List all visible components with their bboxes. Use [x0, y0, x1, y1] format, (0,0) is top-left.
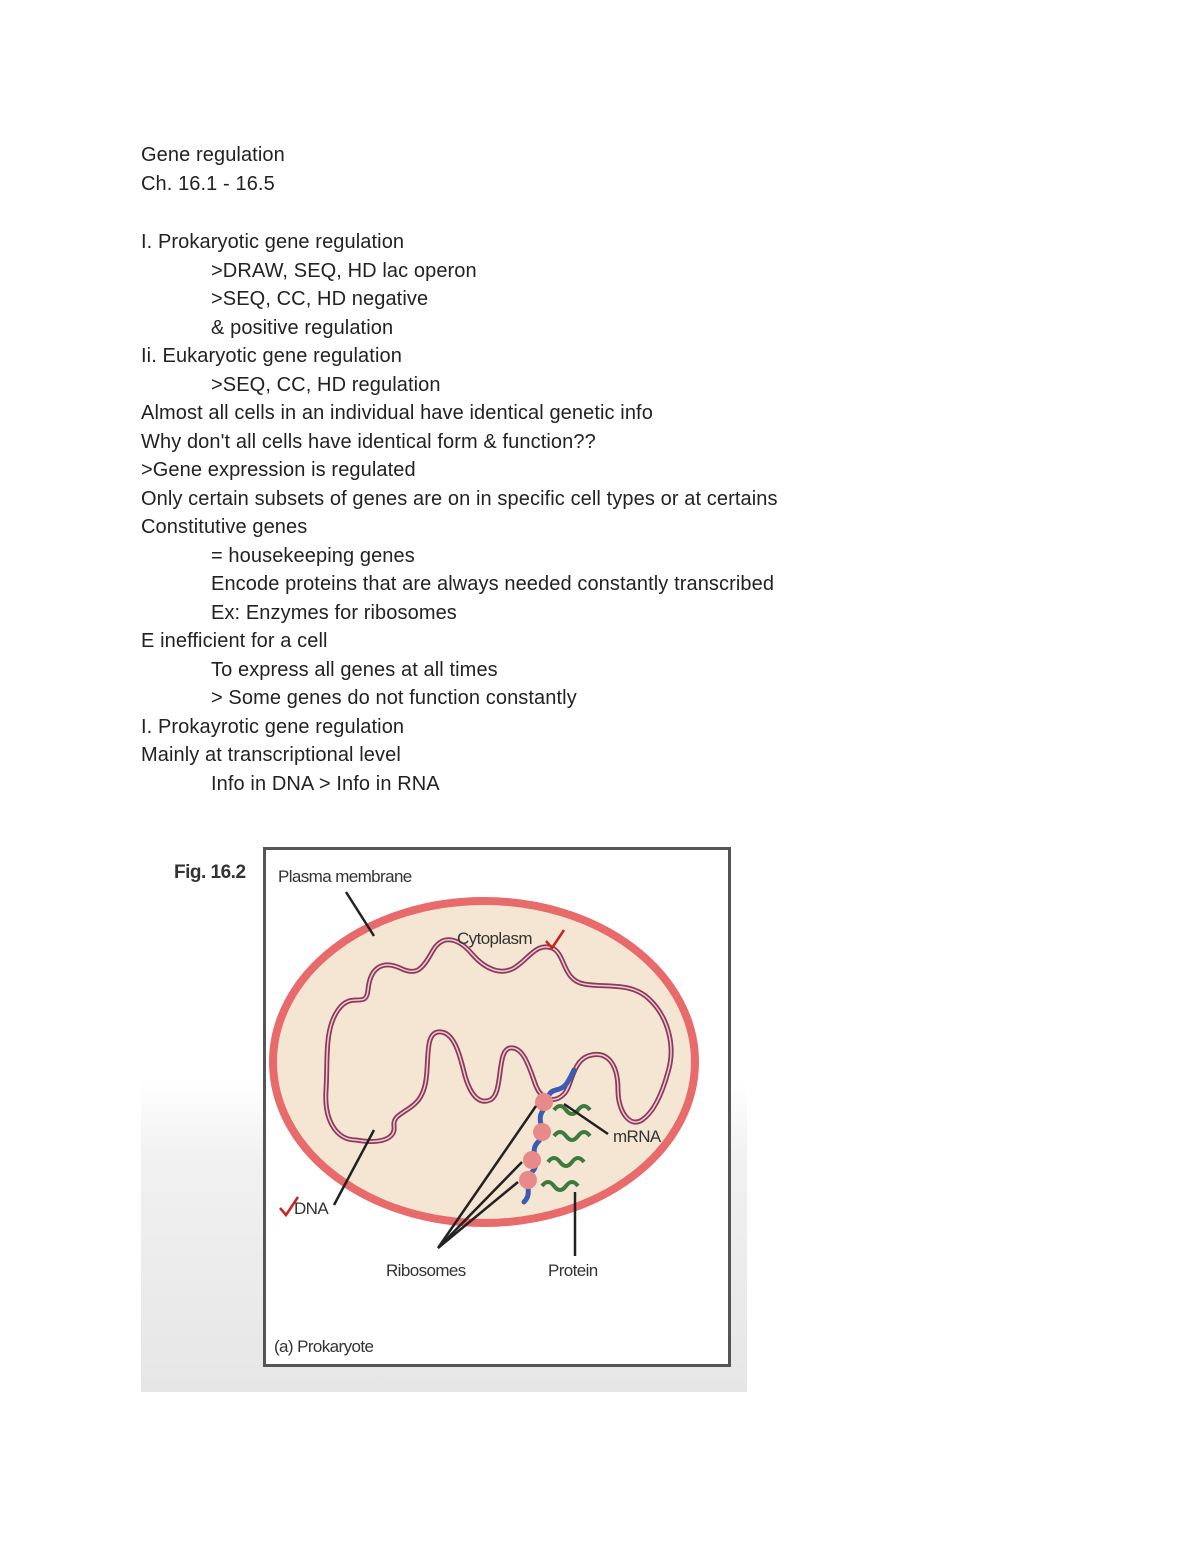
note-line: Info in DNA > Info in RNA — [211, 772, 440, 795]
note-line: Why don't all cells have identical form & function?? — [141, 430, 596, 453]
ribosome — [519, 1171, 537, 1189]
plasma-membrane-label: Plasma membrane — [278, 867, 412, 886]
cytoplasm-area — [273, 901, 695, 1223]
note-line: >Gene expression is regulated — [141, 459, 416, 481]
figure-frame — [263, 847, 731, 1367]
ribosomes-label: Ribosomes — [386, 1261, 466, 1280]
note-line: Only certain subsets of genes are on in specific cell types or at certains — [141, 487, 778, 510]
note-line: Mainly at transcriptional level — [141, 744, 401, 766]
note-line: >SEQ, CC, HD regulation — [211, 373, 441, 396]
ribosome — [535, 1093, 553, 1111]
note-line: I. Prokaryotic gene regulation — [141, 231, 405, 253]
note-line: Ii. Eukaryotic gene regulation — [141, 345, 402, 367]
note-line: I. Prokayrotic gene regulation — [141, 715, 405, 738]
note-line: >SEQ, CC, HD negative — [211, 288, 429, 310]
figure-label: Fig. 16.2 — [174, 862, 246, 883]
notes-body — [141, 141, 1041, 798]
note-line: E inefficient for a cell — [141, 630, 328, 652]
blank-line — [141, 198, 1041, 228]
figure-caption: (a) Prokaryote — [274, 1337, 374, 1356]
note-line: Ex: Enzymes for ribosomes — [211, 601, 457, 624]
dna-label: DNA — [294, 1199, 329, 1218]
note-line: >DRAW, SEQ, HD lac operon — [211, 259, 477, 282]
note-line: = housekeeping genes — [211, 544, 415, 567]
note-lines — [141, 228, 1041, 798]
note-line: Almost all cells in an individual have identical genetic info — [141, 402, 653, 424]
protein-label: Protein — [548, 1261, 598, 1280]
note-line: Constitutive genes — [141, 516, 308, 538]
note-line: > Some genes do not function constantly — [211, 687, 577, 709]
note-line: To express all genes at all times — [211, 658, 498, 681]
note-line: Encode proteins that are always needed constantly transcribed — [211, 573, 775, 595]
notes-title: Gene regulation — [141, 144, 285, 166]
figure-screenshot — [141, 830, 747, 1392]
mrna-label: mRNA — [613, 1127, 661, 1146]
notes-chapter: Ch. 16.1 - 16.5 — [141, 172, 275, 195]
cytoplasm-label: Cytoplasm — [457, 929, 532, 948]
prokaryote-diagram — [266, 850, 728, 1364]
ribosome — [533, 1123, 551, 1141]
note-line: & positive regulation — [211, 316, 394, 339]
ribosome — [523, 1151, 541, 1169]
